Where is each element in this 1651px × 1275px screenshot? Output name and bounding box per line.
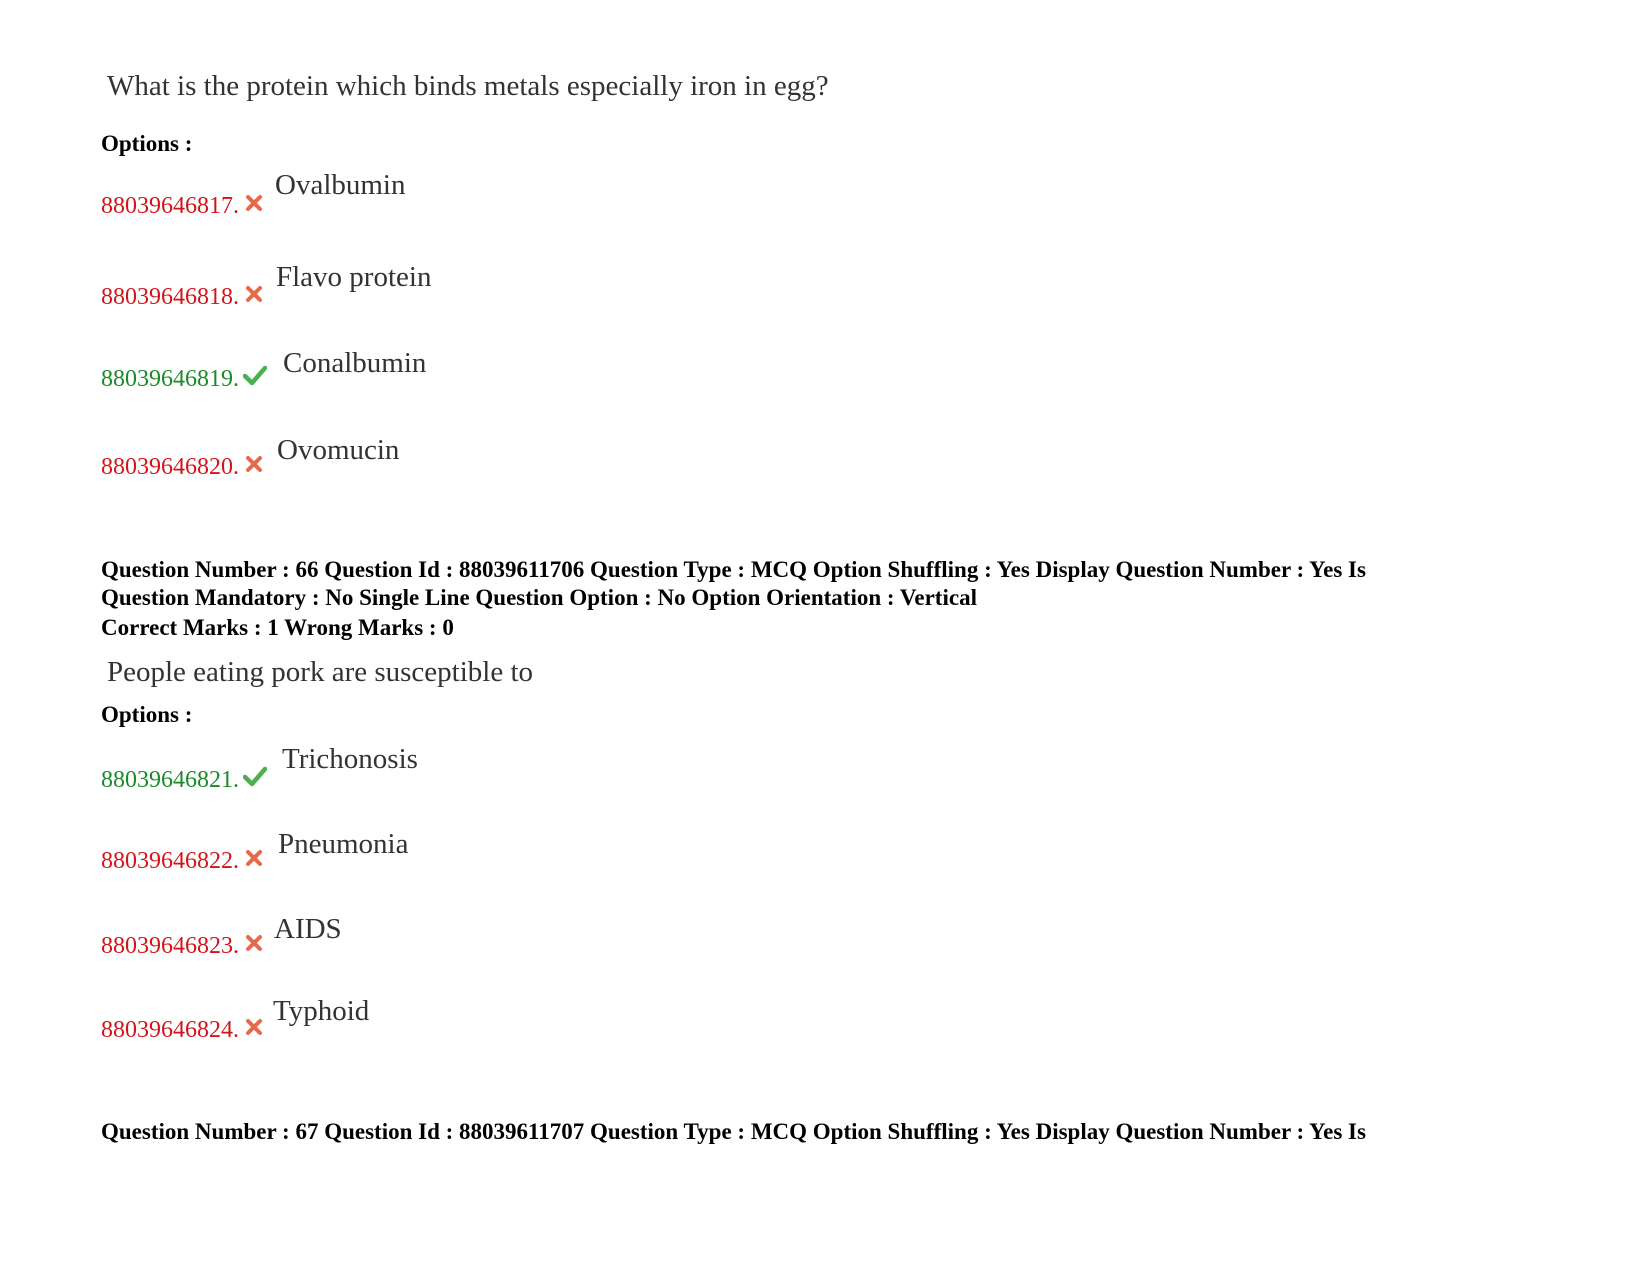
cross-icon (244, 193, 264, 213)
option-text: Pneumonia (278, 828, 409, 860)
check-icon (243, 765, 267, 787)
question-67-meta (101, 1118, 1561, 1146)
option-text: Trichonosis (282, 743, 418, 775)
option-text: Ovalbumin (275, 169, 406, 201)
question-meta-line: Question Number : 67 Question Id : 88039611707 Question Type : MCQ Option Shuffling : Yes Display Question Number : Yes Is (101, 1119, 1366, 1144)
option-id: 88039646824. (101, 1017, 239, 1043)
question-meta-line: Question Number : 66 Question Id : 88039611706 Question Type : MCQ Option Shuffling : Yes Display Question Number : Yes Is (101, 557, 1366, 582)
option-id: 88039646819. (101, 366, 239, 392)
option-id: 88039646817. (101, 193, 239, 219)
cross-icon (244, 454, 264, 474)
check-icon (243, 364, 267, 386)
option-text: Flavo protein (276, 261, 432, 293)
option-text: AIDS (274, 913, 342, 945)
option-text: Conalbumin (283, 347, 427, 379)
option-id: 88039646818. (101, 284, 239, 310)
options-label: Options : (101, 131, 193, 156)
cross-icon (244, 933, 264, 953)
option-text: Ovomucin (277, 434, 400, 466)
option-id: 88039646821. (101, 767, 239, 793)
cross-icon (244, 848, 264, 868)
option-text: Typhoid (273, 995, 370, 1027)
question-marks: Correct Marks : 1 Wrong Marks : 0 (101, 615, 454, 640)
option-id: 88039646820. (101, 454, 239, 480)
question-65-text: What is the protein which binds metals especially iron in egg? (107, 70, 829, 102)
question-66-text: People eating pork are susceptible to (107, 656, 534, 688)
options-label: Options : (101, 702, 193, 727)
question-meta-line: Question Mandatory : No Single Line Question Option : No Option Orientation : Vertical (101, 585, 977, 610)
question-66-meta (101, 556, 1561, 612)
option-id: 88039646823. (101, 933, 239, 959)
option-id: 88039646822. (101, 848, 239, 874)
cross-icon (244, 284, 264, 304)
cross-icon (244, 1017, 264, 1037)
